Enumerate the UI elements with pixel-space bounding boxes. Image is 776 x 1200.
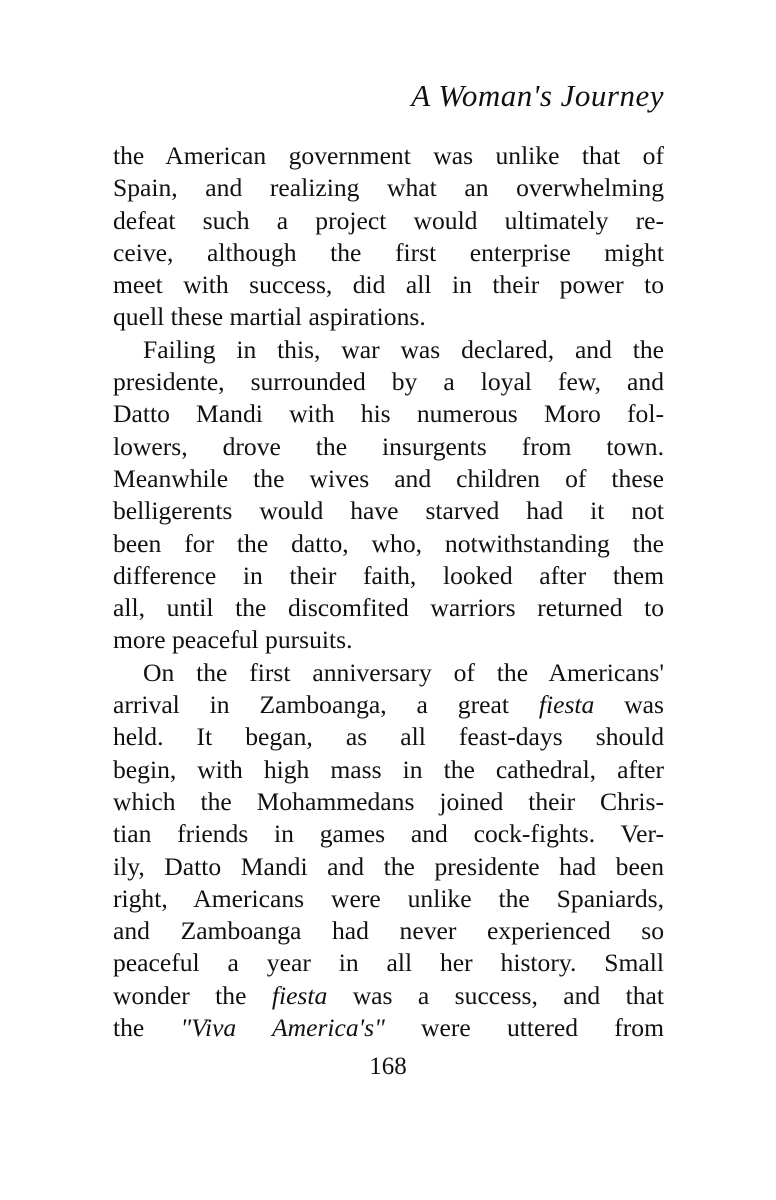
running-head: A Woman's Journey (411, 78, 664, 113)
text-line: held. It began, as all feast-days should (113, 722, 664, 752)
text-line: tian friends in games and cock-fights. Ver- (113, 819, 664, 849)
text-line: right, Americans were unlike the Spaniards, (113, 883, 664, 913)
text-line: been for the datto, who, notwithstanding the (113, 528, 664, 558)
text-line: begin, with high mass in the cathedral, after (113, 754, 664, 784)
text-line: wonder the fiesta was a success, and that (113, 980, 664, 1010)
text-line: Meanwhile the wives and children of these (113, 463, 664, 493)
text-line: ily, Datto Mandi and the presidente had been (113, 851, 664, 881)
text-line: difference in their faith, looked after them (113, 560, 664, 590)
page-number: 168 (369, 1053, 407, 1080)
text-line: the American government was unlike that of (113, 141, 664, 170)
body-text (113, 140, 664, 1044)
text-line: belligerents would have starved had it not (113, 496, 664, 526)
text-line: lowers, drove the insurgents from town. (113, 431, 664, 461)
text-line: more peaceful pursuits. (113, 625, 353, 655)
text-line: Spain, and realizing what an overwhelming (113, 173, 664, 203)
text-line: Datto Mandi with his numerous Moro fol- (113, 399, 664, 429)
text-line: peaceful a year in all her history. Small (113, 948, 664, 978)
text-line: Failing in this, war was declared, and the (143, 334, 664, 364)
text-line: meet with success, did all in their power to (113, 270, 664, 300)
text-line: defeat such a project would ultimately re- (113, 205, 664, 235)
text-line: ceive, although the first enterprise might (113, 237, 664, 267)
text-line: On the first anniversary of the Americans' (143, 657, 664, 687)
text-line: presidente, surrounded by a loyal few, and (113, 367, 664, 397)
text-line: which the Mohammedans joined their Chris- (113, 786, 664, 816)
text-line: the "Viva America's" were uttered from (113, 1013, 664, 1043)
text-line: arrival in Zamboanga, a great fiesta was (113, 690, 664, 720)
text-line: quell these martial aspirations. (113, 302, 426, 332)
text-line: and Zamboanga had never experienced so (113, 916, 664, 946)
text-line: all, until the discomfited warriors returned to (113, 593, 664, 623)
